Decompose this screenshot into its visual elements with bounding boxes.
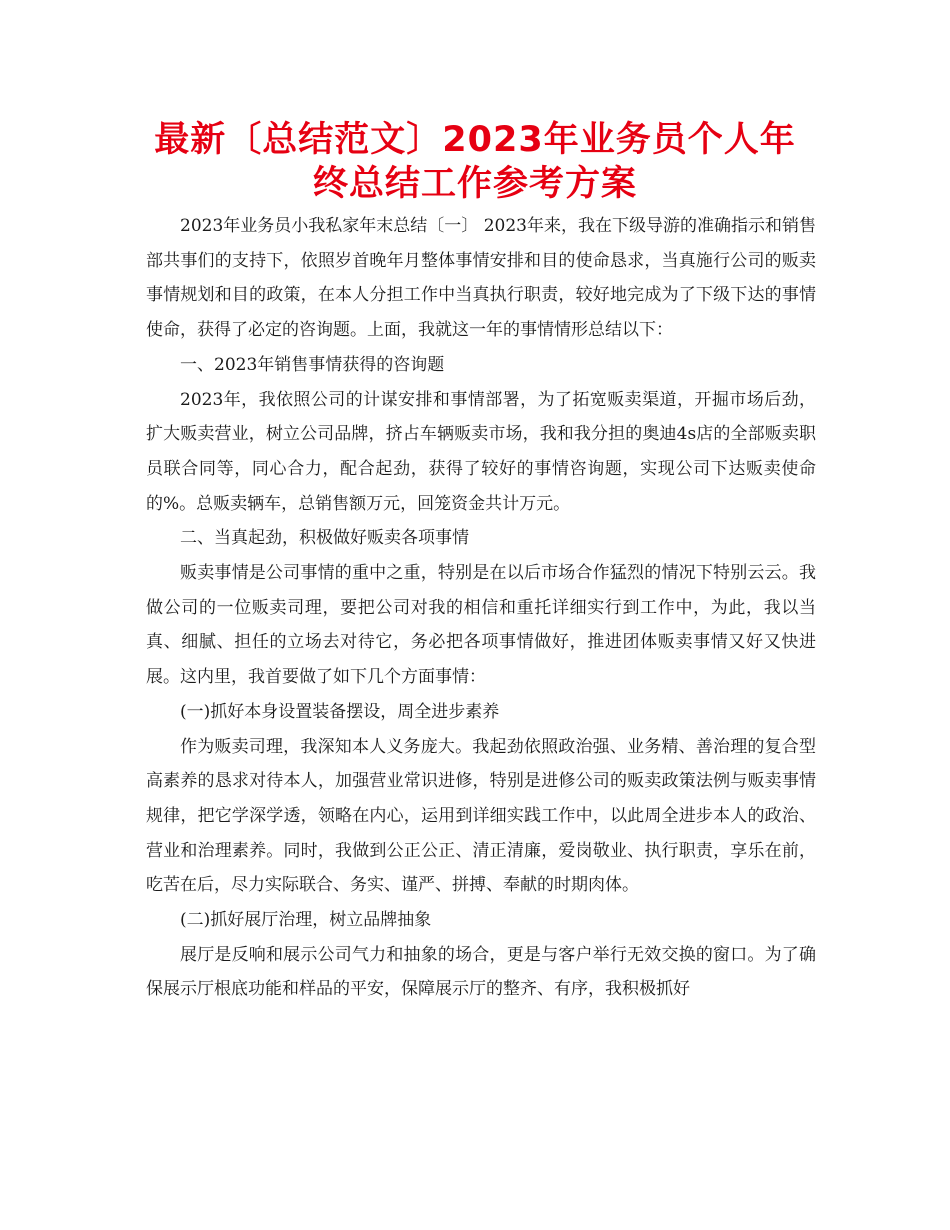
subsection-heading-2: (二)抓好展厅治理，树立品牌抽象 [180, 910, 432, 931]
paragraph-self-improvement: 作为贩卖司理，我深知本人义务庞大。我起劲依照政治强、业务精、善治理的复合型高素养的恳求对待本人，加强营业常识进修，特别是进修公司的贩卖政策法例与贩卖事情规律，把它学深学透，领略在内心，运用到详细实践工作中，以此周全进步本人的政治、营业和治理素养。同时，我做到公正公正、清正清廉，爱岗敬业、执行职责，享乐在前，吃苦在后，尽力实际联合、务实、谨严、拼搏、奉献的时期肉体。 [146, 736, 816, 896]
document-body [146, 209, 816, 1007]
paragraph-sales-work: 贩卖事情是公司事情的重中之重，特别是在以后市场合作猛烈的情况下特别云云。我做公司的一位贩卖司理，要把公司对我的相信和重托详细实行到工作中，为此，我以当真、细腻、担任的立场去对待它，务必把各项事情做好，推进团体贩卖事情又好又快进展。这内里，我首要做了如下几个方面事情： [146, 563, 816, 688]
section-heading-2: 二、当真起劲，积极做好贩卖各项事情 [180, 528, 469, 549]
paragraph-intro: 2023年业务员小我私家年末总结〔一〕 2023年来，我在下级导游的准确指示和销售部共事们的支持下，依照岁首晚年月整体事情安排和目的使命恳求，当真施行公司的贩卖事情规划和目的政策，在本人分担工作中当真执行职责，较好地完成为了下级下达的事情使命，获得了必定的咨询题。上面，我就这一年的事情情形总结以下： [146, 216, 816, 341]
section-heading-1: 一、2023年销售事情获得的咨询题 [180, 354, 445, 375]
title-line-1: 最新〔总结范文〕2023年业务员个人年 [154, 120, 796, 160]
title-line-2: 终总结工作参考方案 [312, 164, 637, 204]
paragraph-sales-results: 2023年，我依照公司的计谋安排和事情部署，为了拓宽贩卖渠道，开掘市场后劲，扩大贩卖营业，树立公司品牌，挤占车辆贩卖市场，我和我分担的奥迪4s店的全部贩卖职员联合同等，同心合力，配合起劲，获得了较好的事情咨询题，实现公司下达贩卖使命的%。总贩卖辆车，总销售额万元，回笼资金共计万元。 [146, 389, 816, 514]
paragraph-showroom: 展厅是反响和展示公司气力和抽象的场合，更是与客户举行无效交换的窗口。为了确保展示厅根底功能和样品的平安，保障展示厅的整齐、有序，我积极抓好 [146, 944, 816, 1000]
subsection-heading-1: (一)抓好本身设置装备摆设，周全进步素养 [180, 701, 500, 722]
document-title [130, 118, 820, 206]
